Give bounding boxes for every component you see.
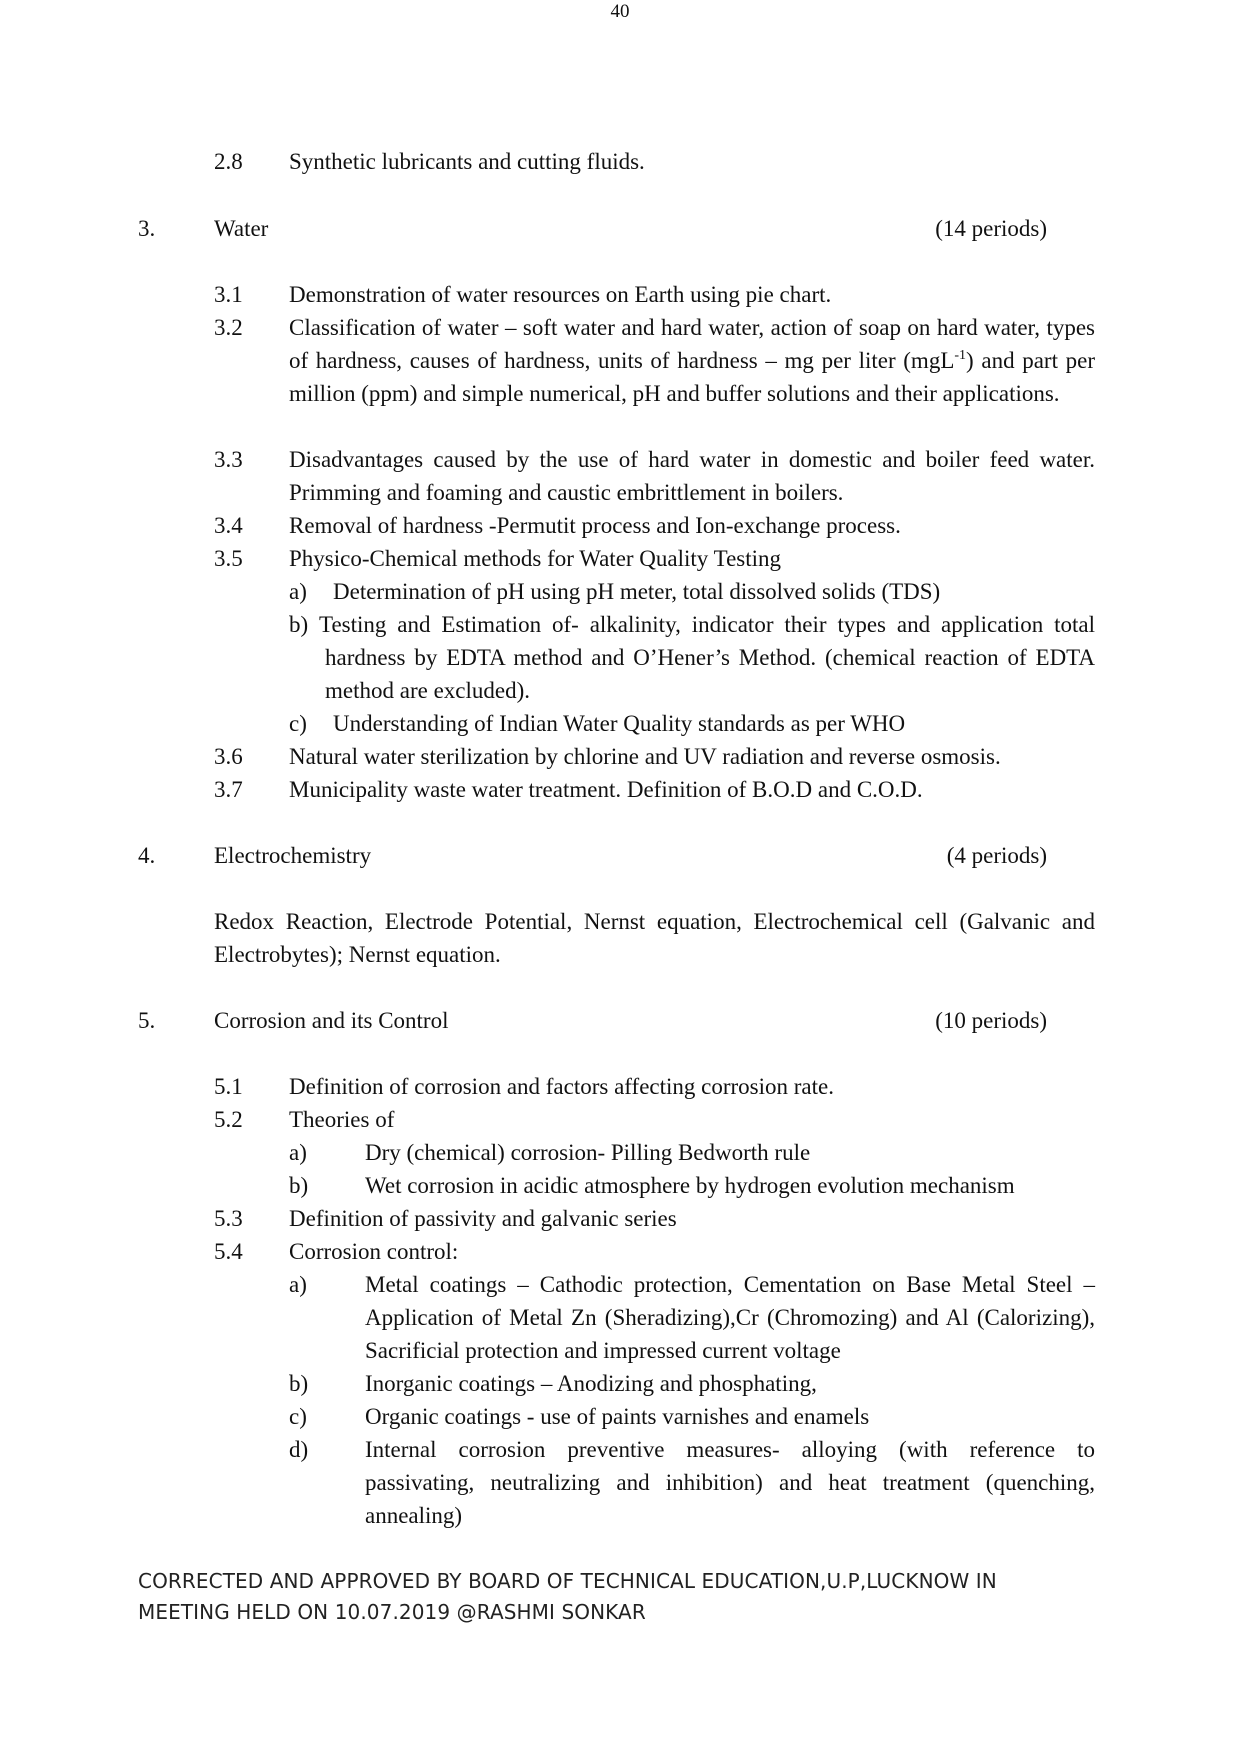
- item-number: 5.1: [214, 1074, 243, 1099]
- sub-label: a): [289, 1140, 307, 1165]
- item-text: Natural water sterilization by chlorine and UV radiation and reverse osmosis.: [289, 744, 1001, 769]
- section-periods: (4 periods): [946, 843, 1047, 868]
- item-text: Definition of passivity and galvanic series: [289, 1206, 677, 1231]
- item-text-part-b: ) and part per million (ppm) and simple numerical, pH and buffer solutions and their applications.: [289, 348, 1095, 406]
- item-text-part-a: Classification of water – soft water and hard water, action of soap on hard water, types of hardness, causes of hardness, units of hardness – mg per liter (mgL: [289, 315, 1095, 373]
- item-text: Municipality waste water treatment. Definition of B.O.D and C.O.D.: [289, 777, 923, 802]
- item-text: [289, 311, 1095, 410]
- sub-text: Determination of pH using pH meter, total dissolved solids (TDS): [333, 579, 941, 604]
- sub-label: d): [289, 1437, 309, 1462]
- sub-text: [289, 608, 1095, 707]
- section-title: Corrosion and its Control: [214, 1008, 449, 1033]
- sub-text: Understanding of Indian Water Quality standards as per WHO: [333, 711, 906, 736]
- item-text: Corrosion control:: [289, 1239, 459, 1264]
- sub-label: c): [289, 1404, 307, 1429]
- item-text: Theories of: [289, 1107, 395, 1132]
- item-number: 5.4: [214, 1239, 243, 1264]
- section-title: Water: [214, 216, 269, 241]
- section-periods: (10 periods): [935, 1008, 1047, 1033]
- sub-label: b): [289, 1173, 309, 1198]
- section-number: 3.: [138, 216, 156, 241]
- item-text: Synthetic lubricants and cutting fluids.: [289, 149, 645, 174]
- sub-text-content: Testing and Estimation of- alkalinity, indicator their types and application total hardness by EDTA method and O’Hener’s Method. (chemical reaction of EDTA method are excluded).: [319, 612, 1095, 703]
- item-number: 5.2: [214, 1107, 243, 1132]
- item-number: 3.5: [214, 546, 243, 571]
- item-number: 5.3: [214, 1206, 243, 1231]
- item-number: 3.2: [214, 315, 243, 340]
- sub-text: Metal coatings – Cathodic protection, Cementation on Base Metal Steel –Application of Metal Zn (Sheradizing),Cr (Chromozing) and Al (Calorizing), Sacrificial protection and impressed current voltage: [365, 1272, 1095, 1363]
- section-number: 4.: [138, 843, 156, 868]
- section-periods: (14 periods): [935, 216, 1047, 241]
- page-number: 40: [610, 1, 630, 22]
- item-text: Demonstration of water resources on Earth using pie chart.: [289, 282, 832, 307]
- electrochemistry-paragraph: Redox Reaction, Electrode Potential, Nernst equation, Electrochemical cell (Galvanic and Electrobytes); Nernst equation.: [214, 909, 1095, 967]
- item-number: 3.3: [214, 447, 243, 472]
- item-text: Physico-Chemical methods for Water Quality Testing: [289, 546, 782, 571]
- superscript: -1: [954, 348, 967, 363]
- footer-line-2: MEETING HELD ON 10.07.2019 @RASHMI SONKAR: [138, 1600, 646, 1624]
- item-number: 3.6: [214, 744, 243, 769]
- sub-text: Dry (chemical) corrosion- Pilling Bedworth rule: [365, 1140, 811, 1165]
- sub-text: Inorganic coatings – Anodizing and phosphating,: [365, 1371, 817, 1396]
- item-number: 3.1: [214, 282, 243, 307]
- sub-text: Wet corrosion in acidic atmosphere by hydrogen evolution mechanism: [365, 1173, 1015, 1198]
- sub-text: Organic coatings - use of paints varnishes and enamels: [365, 1404, 870, 1429]
- sub-label: b): [289, 612, 309, 637]
- footer-line-1: CORRECTED AND APPROVED BY BOARD OF TECHNICAL EDUCATION,U.P,LUCKNOW IN: [138, 1569, 997, 1593]
- sub-label: a): [289, 579, 307, 604]
- sub-label: b): [289, 1371, 309, 1396]
- sub-label: c): [289, 711, 307, 736]
- item-number: 3.7: [214, 777, 243, 802]
- item-text: Definition of corrosion and factors affecting corrosion rate.: [289, 1074, 834, 1099]
- section-number: 5.: [138, 1008, 156, 1033]
- item-number: 2.8: [214, 149, 243, 174]
- item-text: Removal of hardness -Permutit process and Ion-exchange process.: [289, 513, 901, 538]
- section-title: Electrochemistry: [214, 843, 372, 868]
- sub-label: a): [289, 1272, 307, 1297]
- footer-note: [138, 1566, 1038, 1628]
- sub-text: Internal corrosion preventive measures- alloying (with reference to passivating, neutralizing and inhibition) and heat treatment (quenching, annealing): [365, 1437, 1095, 1528]
- item-number: 3.4: [214, 513, 243, 538]
- item-text: Disadvantages caused by the use of hard water in domestic and boiler feed water. Primming and foaming and caustic embrittlement in boilers.: [289, 447, 1095, 505]
